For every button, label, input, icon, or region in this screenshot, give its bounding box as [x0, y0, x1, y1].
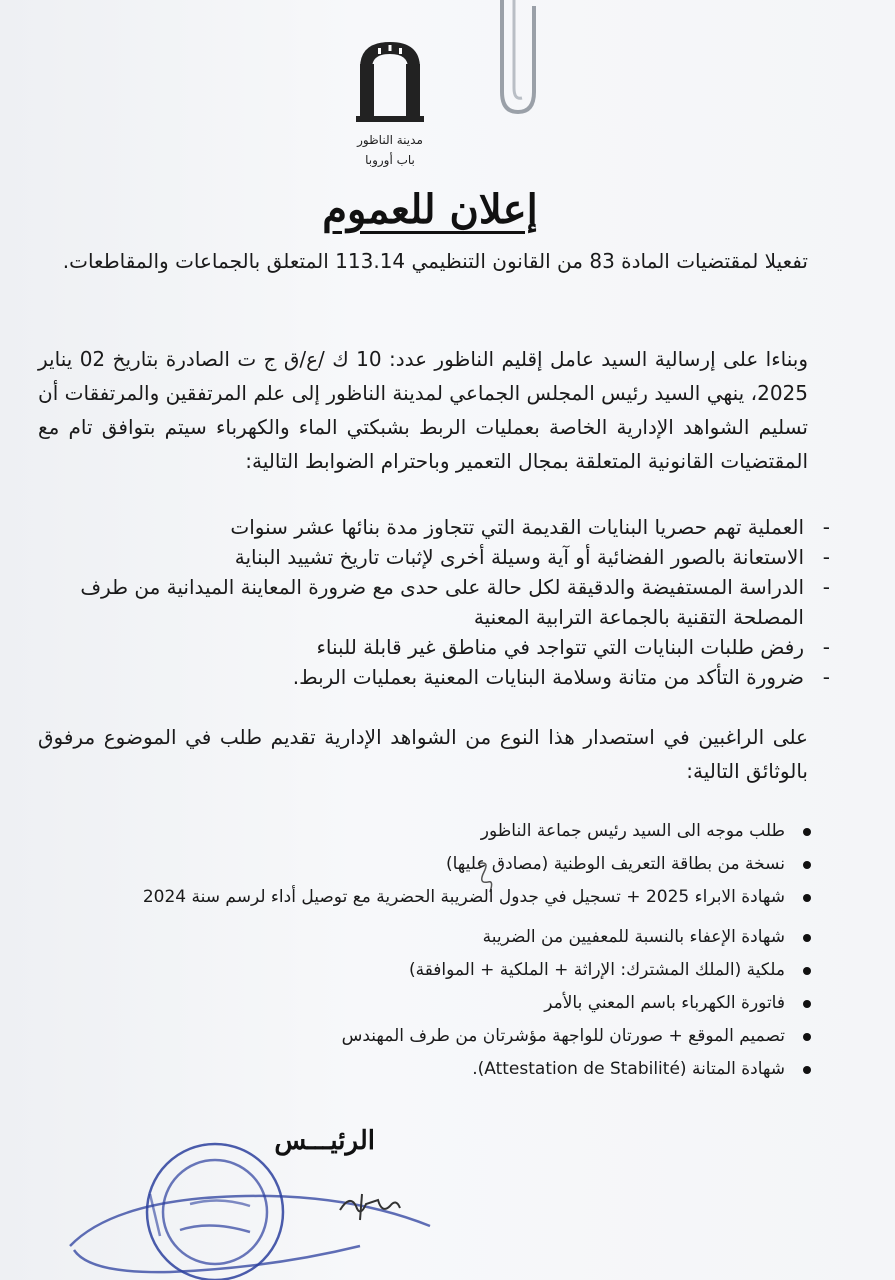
document-item: فاتورة الكهرباء باسم المعني بالأمر: [100, 990, 815, 1016]
document-item: شهادة الابراء 2025 + تسجيل في جدول الضريبة الحضرية مع توصيل أداء لرسم سنة 2024: [100, 884, 815, 910]
paragraph-legal-basis: تفعيلا لمقتضيات المادة 83 من القانون التنظيمي 113.14 المتعلق بالجماعات والمقاطعات.: [62, 249, 808, 273]
document-item: ملكية (الملك المشترك: الإراثة + الملكية + الموافقة): [100, 957, 815, 983]
city-name-line2: باب أوروبا: [365, 153, 415, 167]
city-name-line1: مدينة الناظور: [357, 133, 423, 147]
condition-item: - الدراسة المستفيضة والدقيقة لكل حالة على حدى مع ضرورة المعاينة الميدانية من طرف المصلحة التقنية بالجماعة الترابية المعنية: [70, 572, 830, 632]
condition-item: - الاستعانة بالصور الفضائية أو آية وسيلة أخرى لإثبات تاريخ تشييد البناية: [70, 542, 830, 572]
condition-item: - العملية تهم حصريا البنايات القديمة التي تتجاوز مدة بنائها عشر سنوات: [70, 512, 830, 542]
signatory-title: الرئيـــس: [274, 1126, 375, 1156]
arch-gate-icon: [352, 38, 428, 124]
documents-list: [100, 818, 815, 1089]
document-item: شهادة الإعفاء بالنسبة للمعفيين من الضريبة: [100, 924, 815, 950]
paragraph-requirements: على الراغبين في استصدار هذا النوع من الشواهد الإدارية تقديم طلب في الموضوع مرفوق بالوثائق التالية:: [38, 725, 808, 783]
paragraph-announcement: وبناءا على إرسالية السيد عامل إقليم الناظور عدد: 10 ك /ع/ق ج ت الصادرة بتاريخ 02 يناير 2025، ينهي السيد رئيس المجلس الجماعي لمدينة الناظور إلى علم المرتفقين والمرتفقات أن تسليم الشواهد الإدارية الخاصة بعمليات الربط بشبكتي الماء والكهرباء سيتم بتوافق تام مع المقتضيات القانونية المتعلقة بمجال التعمير وباحترام الضوابط التالية:: [38, 347, 808, 473]
condition-item: - ضرورة التأكد من متانة وسلامة البنايات المعنية بعمليات الربط.: [70, 662, 830, 692]
paperclip-icon: [488, 0, 548, 118]
official-stamp-icon: [60, 1134, 450, 1280]
announcement-title: إعلان للعموم: [322, 186, 538, 233]
document-item: شهادة المتانة (Attestation de Stabilité).: [100, 1056, 815, 1082]
conditions-list: [70, 512, 830, 692]
city-name: [330, 130, 450, 170]
document-item: نسخة من بطاقة التعريف الوطنية (مصادق عليها): [100, 851, 815, 877]
document-item: تصميم الموقع + صورتان للواجهة مؤشرتان من طرف المهندس: [100, 1023, 815, 1049]
condition-item: - رفض طلبات البنايات التي تتواجد في مناطق غير قابلة للبناء: [70, 632, 830, 662]
document-item: طلب موجه الى السيد رئيس جماعة الناظور: [100, 818, 815, 844]
